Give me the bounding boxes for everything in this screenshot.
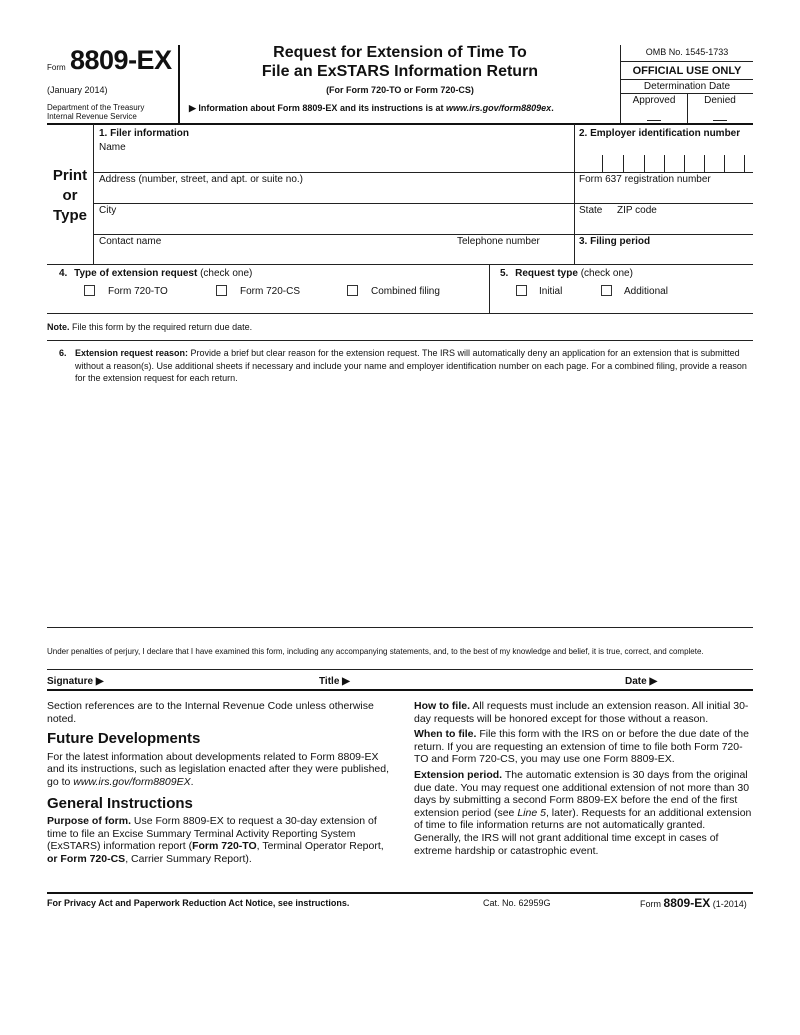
req-type-number: 5.	[500, 268, 509, 279]
instructions-left-column	[47, 700, 392, 866]
form-word: Form	[47, 63, 66, 72]
req-type-label-bold: Request type	[515, 268, 578, 279]
form-title-line2: File an ExSTARS Information Return	[261, 63, 539, 80]
purpose-b1: Form 720-TO	[192, 840, 257, 853]
info-line	[189, 103, 554, 114]
info-suffix: .	[551, 103, 554, 113]
print-word: Print	[52, 167, 88, 184]
purpose-b2: or Form 720-CS	[47, 852, 126, 865]
extension-period-text	[414, 769, 754, 857]
or-word: or	[62, 187, 78, 204]
future-developments-text	[47, 751, 392, 789]
title-label: Title ▶	[319, 676, 350, 687]
header-bottom-rule	[47, 123, 753, 125]
name-field[interactable]	[94, 154, 573, 171]
note-line	[47, 322, 252, 332]
determination-date: Determination Date	[643, 81, 731, 92]
approved-mark-line	[647, 120, 661, 121]
combined-filing-label: Combined filing	[371, 286, 440, 297]
revision-date: (January 2014)	[47, 85, 108, 95]
info-url[interactable]: www.irs.gov/form8809ex	[445, 103, 552, 113]
zip-field[interactable]	[616, 217, 753, 234]
perjury-rule	[47, 669, 753, 670]
ein-digit-divider	[684, 155, 685, 172]
purpose-of-form-text	[47, 815, 392, 865]
reason-field[interactable]	[47, 388, 753, 624]
print-or-type-label	[47, 166, 93, 226]
future-text-a: For the latest information about developments related to Form 8809-EX and its instructions, such as legislation enacted after they were published, go to	[47, 750, 390, 788]
info-prefix: ▶ Information about Form 8809-EX and its instructions is at	[189, 103, 446, 113]
form-720-to-label: Form 720-TO	[108, 286, 168, 297]
state-label: State	[579, 205, 603, 216]
ext-type-number: 4.	[59, 268, 68, 279]
telephone-label: Telephone number	[457, 236, 540, 247]
ein-digit-divider	[724, 155, 725, 172]
ein-digit-divider	[664, 155, 665, 172]
telephone-field[interactable]	[456, 248, 573, 264]
purpose-d: , Carrier Summary Report).	[125, 852, 252, 865]
ext-type-label	[59, 268, 252, 279]
when-to-file-text	[414, 728, 754, 766]
address-field[interactable]	[94, 186, 573, 203]
dept-irs: Internal Revenue Service	[47, 112, 137, 121]
instructions-right-column	[414, 700, 754, 857]
filer-bottom-rule	[47, 264, 753, 265]
signature-field[interactable]	[110, 672, 316, 688]
period-b: , later). Requests for an additional extension of time to file information returns are not automatically granted. Generally, the IRS will not grant additional time except in cases of extreme hardship or catastrophic event.	[414, 806, 752, 857]
form-720-cs-label: Form 720-CS	[240, 286, 301, 297]
section-references: Section references are to the Internal Revenue Code unless otherwise noted.	[47, 700, 374, 725]
period-a: The automatic extension is 30 days from the original due date. You may request one additional extension of not more than 30 days by submitting a second Form 8809-EX before the end of the first extension period (see	[414, 768, 750, 819]
additional-label: Additional	[624, 286, 668, 297]
filer-info-label: 1. Filer information	[99, 128, 190, 139]
how-bold: How to file.	[414, 700, 470, 712]
official-use-only: OFFICIAL USE ONLY	[632, 65, 742, 77]
how-to-file-text	[414, 700, 754, 725]
reason-number: 6.	[59, 348, 67, 358]
ein-digit-divider	[602, 155, 603, 172]
req-type-label-note: (check one)	[577, 268, 633, 279]
note-bold: Note.	[47, 322, 70, 332]
row1-rule	[94, 172, 753, 173]
combined-filing-checkbox[interactable]	[347, 285, 358, 296]
contact-name-label: Contact name	[99, 236, 162, 247]
perjury-statement: Under penalties of perjury, I declare that I have examined this form, including any accompanying statements, and, to the best of my knowledge and belief, it is true, correct, and complete.	[47, 647, 704, 656]
period-italic: Line 5	[517, 806, 546, 819]
purpose-bold: Purpose of form.	[47, 815, 132, 828]
future-developments-heading: Future Developments	[47, 730, 201, 748]
when-bold: When to file.	[414, 728, 477, 741]
official-rule	[621, 79, 753, 80]
zip-label: ZIP code	[617, 205, 657, 216]
type-word: Type	[53, 207, 87, 224]
line4-5-divider	[489, 264, 490, 313]
ein-digit-divider	[623, 155, 624, 172]
denied-mark-line	[713, 120, 727, 121]
when-text: File this form with the IRS on or before the due date of the return. If you are requesting an extension of time to file both Form 720-TO and Form 720-CS, you may use one Form 8809-EX.	[414, 728, 749, 766]
approved-label: Approved	[632, 95, 676, 106]
catalog-number: Cat. No. 62959G	[483, 898, 551, 908]
purpose-a: Use Form 8809-EX to request a 30-day extension of time to file an Excise Summary Terminal Activity Reporting System (ExSTARS) information report (	[47, 815, 377, 853]
signature-bottom-rule	[47, 689, 753, 691]
footer-rev: (1-2014)	[712, 899, 747, 909]
form-subtitle: (For Form 720-TO or Form 720-CS)	[326, 85, 474, 95]
contact-name-field[interactable]	[94, 248, 454, 264]
title-field[interactable]	[356, 672, 622, 688]
ein-digit-divider	[744, 155, 745, 172]
reason-text: Provide a brief but clear reason for the extension request. The IRS will automatically deny an application for an extension that is submitted without a reason(s). Use additional sheets if necessary and include your name and employer identification number on each page. For a combined filing, provide a reason for the extension request for each return.	[75, 348, 747, 384]
signature-label: Signature ▶	[47, 676, 104, 687]
dept-treasury: Department of the Treasury	[47, 103, 145, 112]
privacy-notice: For Privacy Act and Paperwork Reduction Act Notice, see instructions.	[47, 898, 350, 908]
initial-checkbox[interactable]	[516, 285, 527, 296]
line4-bottom-rule	[47, 313, 753, 314]
period-bold: Extension period.	[414, 768, 503, 781]
how-text: All requests must include an extension reason. All initial 30-day requests will be honored except for those without a reason.	[414, 700, 749, 725]
city-field[interactable]	[94, 217, 573, 234]
omb-rule	[621, 61, 753, 62]
date-field[interactable]	[665, 672, 753, 688]
address-label: Address (number, street, and apt. or suite no.)	[99, 174, 303, 185]
filing-period-label: 3. Filing period	[579, 236, 651, 247]
form-title-line1: Request for Extension of Time To	[273, 44, 527, 61]
note-bottom-rule	[47, 340, 753, 341]
ein-digit-divider	[704, 155, 705, 172]
future-text-b: .	[190, 775, 194, 788]
row2-rule	[94, 203, 753, 204]
reason-bold: Extension request reason:	[75, 348, 189, 358]
footer-form-id	[640, 896, 747, 910]
row3-rule	[94, 234, 753, 235]
date-label: Date ▶	[625, 676, 658, 687]
general-instructions-heading: General Instructions	[47, 794, 193, 812]
state-field[interactable]	[575, 217, 615, 234]
ext-type-label-note: (check one)	[197, 268, 253, 279]
form637-label: Form 637 registration number	[579, 174, 711, 185]
future-url[interactable]: www.irs.gov/form8809EX	[73, 775, 191, 788]
footer-form-word: Form	[640, 899, 661, 909]
ein-digit-divider	[644, 155, 645, 172]
reason-bottom-rule	[47, 627, 753, 628]
name-label: Name	[99, 142, 126, 153]
ext-type-label-bold: Type of extension request	[74, 268, 198, 279]
footer-form-number: 8809-EX	[663, 896, 711, 910]
req-type-label	[500, 268, 633, 279]
footer-rule	[47, 892, 753, 894]
purpose-c: , Terminal Operator Report,	[256, 840, 384, 853]
form-720-cs-checkbox[interactable]	[216, 285, 227, 296]
initial-label: Initial	[539, 286, 563, 297]
denied-label: Denied	[704, 95, 736, 106]
form637-field[interactable]	[575, 186, 753, 203]
form-number: 8809-EX	[70, 45, 172, 75]
form-720-to-checkbox[interactable]	[84, 285, 95, 296]
filing-period-field[interactable]	[575, 248, 753, 264]
additional-checkbox[interactable]	[601, 285, 612, 296]
omb-number: OMB No. 1545-1733	[645, 47, 729, 57]
ein-label: 2. Employer identification number	[579, 128, 741, 139]
reason-instructions	[75, 347, 753, 385]
city-label: City	[99, 205, 117, 216]
note-text: File this form by the required return due date.	[69, 322, 253, 332]
